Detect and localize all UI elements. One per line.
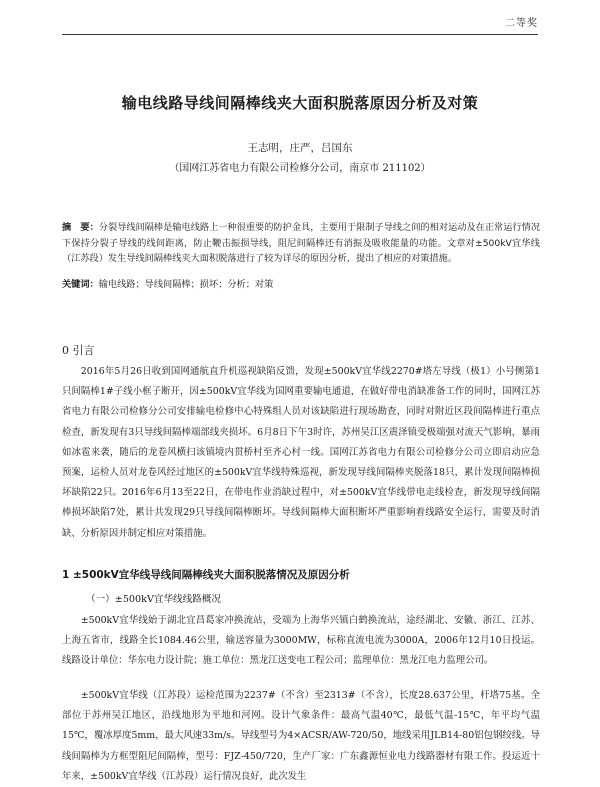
jiangsu-section-paragraph: ±500kV宜华线（江苏段）运检范围为2237#（不含）至2313#（不含），长度28.637公里，杆塔75基。全部位于苏州吴江地区，沿线地形为平地和河网。设计气象条件：最高气温40℃，最低气温-15℃，年平均气温15℃，覆冰厚度5mm，最大风速33m/s。导线型号为4×ACSR/AW-720/50，地线采用JLB14-80铝包钢绞线。导线间隔棒为方框型阻尼间隔棒，型号：FJZ-450/720，生产厂家：广东鑫源恒业电力线路器材有限工作。投运近十年来，±500kV宜华线（江苏段）运行情况良好，此次发生 (62, 690, 540, 782)
subsection-heading-1-1: （一）±500kV宜华线线路概况 (86, 594, 222, 605)
authors: 王志明，庄严，吕国东 (247, 142, 353, 154)
affiliation: （国网江苏省电力有限公司检修分公司，南京市 211102） (169, 163, 431, 174)
section-heading-intro: 0 引言 (62, 344, 95, 357)
keywords-label: 关键词： (62, 279, 99, 290)
intro-paragraph: 2016年5月26日收到国网通航直升机巡视缺陷反馈，发现±500kV宜华线2270#塔左导线（极1）小号侧第1只间隔棒1#子线小框子断开，因±500kV宜华线为国网重要输电通道，在做好带电消缺准备工作的同时，国网江苏省电力有限公司检修分公司安排输电检修中心特殊组人员对该缺陷进行现场勘查，同时对附近区段间隔棒进行重点检查，新发现有3只导线间隔棒端部线夹损坏。6月8日下午3时许，苏州吴江区震泽镇受极端强对流天气影响，暴雨如冰雹来袭，随后的龙卷风横扫该镇境内贯桥村至齐心村一线。国网江苏省电力有限公司检修分公司立即启动应急预案，运检人员对龙卷风经过地区的±500kV宜华线特殊巡视，新发现导线间隔棒夹脱落18只，累计发现间隔棒损坏缺陷22只。2016年6月13至22日，在带电作业消缺过程中，对±500kV宜华线带电走线检查，新发现导线间隔棒损坏缺陷7处，累计共发现29只导线间隔棒断坏。导线间隔棒大面积断坏严重影响着线路安全运行，需要及时消缺、分析原因并制定相应对策措施。 (62, 366, 540, 539)
keywords (62, 276, 540, 290)
section-heading-1: 1 ±500kV宜华线导线间隔棒线夹大面积脱落情况及原因分析 (62, 569, 350, 581)
line-overview-paragraph: ±500kV宜华线始于湖北宜昌葛家冲换流站，受端为上海华兴镇白鹤换流站，途经湖北、安徽、浙江、江苏、上海五省市，线路全长1084.46公里，输送容量为3000MW，标称直流电流为3000A，2006年12月10日投运。线路设计单位：华东电力设计院；施工单位：黑龙江送变电工程公司；监理单位：黑龙江电力监理公司。 (62, 615, 540, 667)
header-rule (62, 34, 538, 35)
award-label: 二等奖 (505, 18, 538, 29)
abstract (62, 220, 540, 267)
keywords-text: 输电线路；导线间隔棒；损坏；分析；对策 (98, 279, 274, 290)
abstract-text: 分裂导线间隔棒是输电线路上一种很重要的防护金具，主要用于限制子导线之间的相对运动及在正常运行情况下保持分裂子导线的线间距离，防止鞭击振损导线，阻尼间隔棒还有消振及吸收能量的功能。文章对±500kV宜华线（江苏段）发生导线间隔棒线夹大面积脱落进行了较为详尽的原因分析，提出了相应的对策措施。 (62, 222, 541, 264)
abstract-label: 摘 要： (62, 222, 99, 233)
paper-title: 输电线路导线间隔棒线夹大面积脱落原因分析及对策 (121, 94, 479, 112)
